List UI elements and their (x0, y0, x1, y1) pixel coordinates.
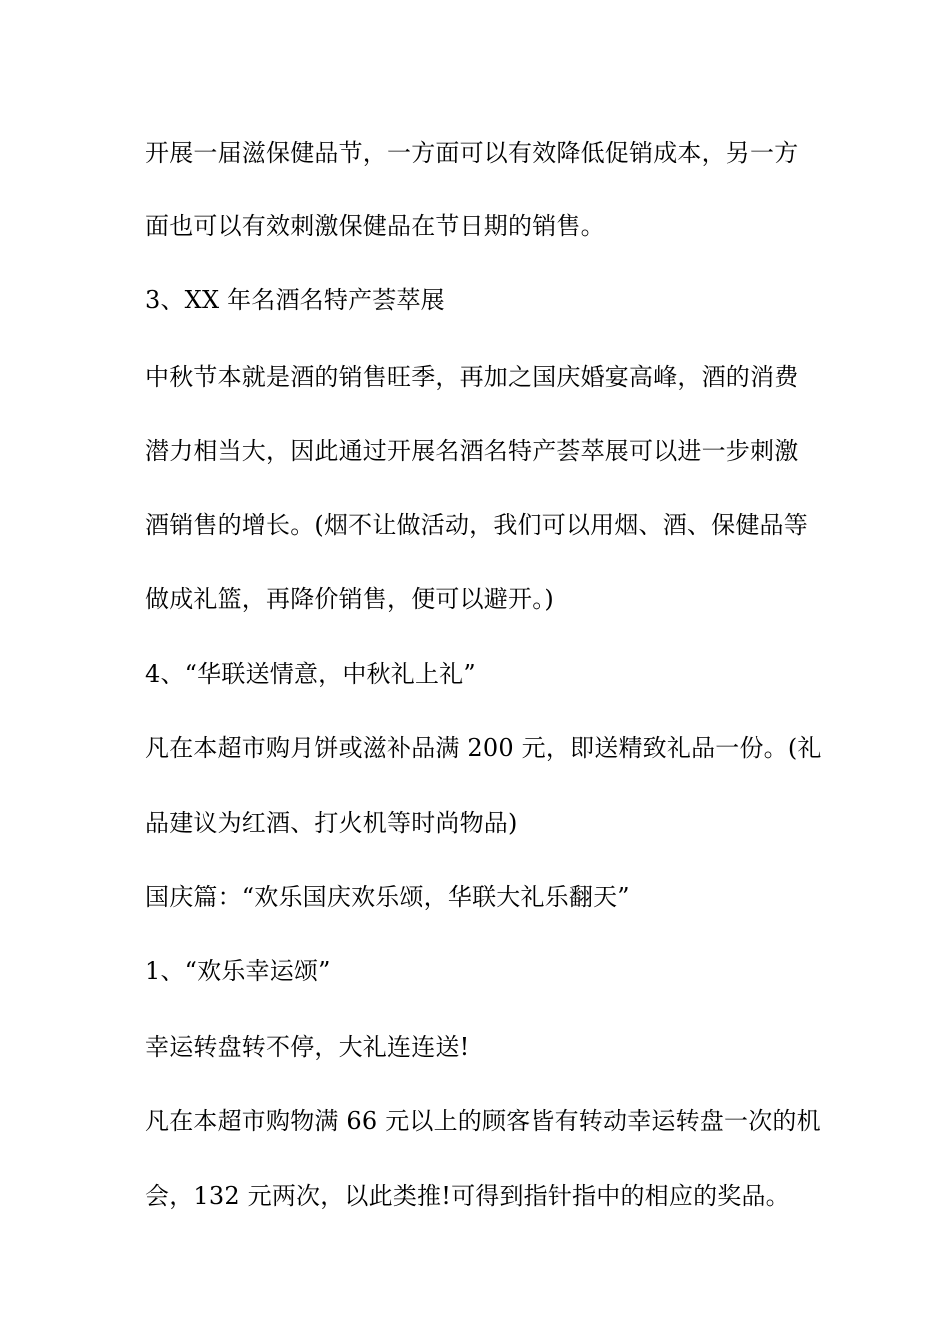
section-heading: 4、“华联送情意，中秋礼上礼” (145, 660, 476, 688)
paragraph-line: 凡在本超市购月饼或滋补品满 200 元，即送精致礼品一份。(礼 (145, 734, 822, 762)
paragraph-line: 面也可以有效刺激保健品在节日期的销售。 (145, 212, 605, 240)
paragraph-line: 品建议为红酒、打火机等时尚物品) (145, 809, 518, 837)
section-heading: 3、XX 年名酒名特产荟萃展 (145, 286, 445, 314)
paragraph-line: 潜力相当大，因此通过开展名酒名特产荟萃展可以进一步刺激 (145, 437, 799, 465)
section-heading: 1、“欢乐幸运颂” (145, 957, 331, 985)
paragraph-line: 中秋节本就是酒的销售旺季，再加之国庆婚宴高峰，酒的消费 (145, 363, 799, 391)
paragraph-line: 做成礼篮，再降价销售，便可以避开。) (145, 585, 554, 613)
paragraph-line: 幸运转盘转不停，大礼连连送! (145, 1033, 470, 1061)
paragraph-line: 凡在本超市购物满 66 元以上的顾客皆有转动幸运转盘一次的机 (145, 1107, 821, 1135)
paragraph-line: 会，132 元两次，以此类推!可得到指针指中的相应的奖品。 (145, 1182, 790, 1210)
paragraph-line: 开展一届滋保健品节，一方面可以有效降低促销成本，另一方 (145, 139, 799, 167)
section-heading: 国庆篇：“欢乐国庆欢乐颂，华联大礼乐翻天” (145, 883, 630, 911)
paragraph-line: 酒销售的增长。(烟不让做活动，我们可以用烟、酒、保健品等 (145, 511, 808, 539)
